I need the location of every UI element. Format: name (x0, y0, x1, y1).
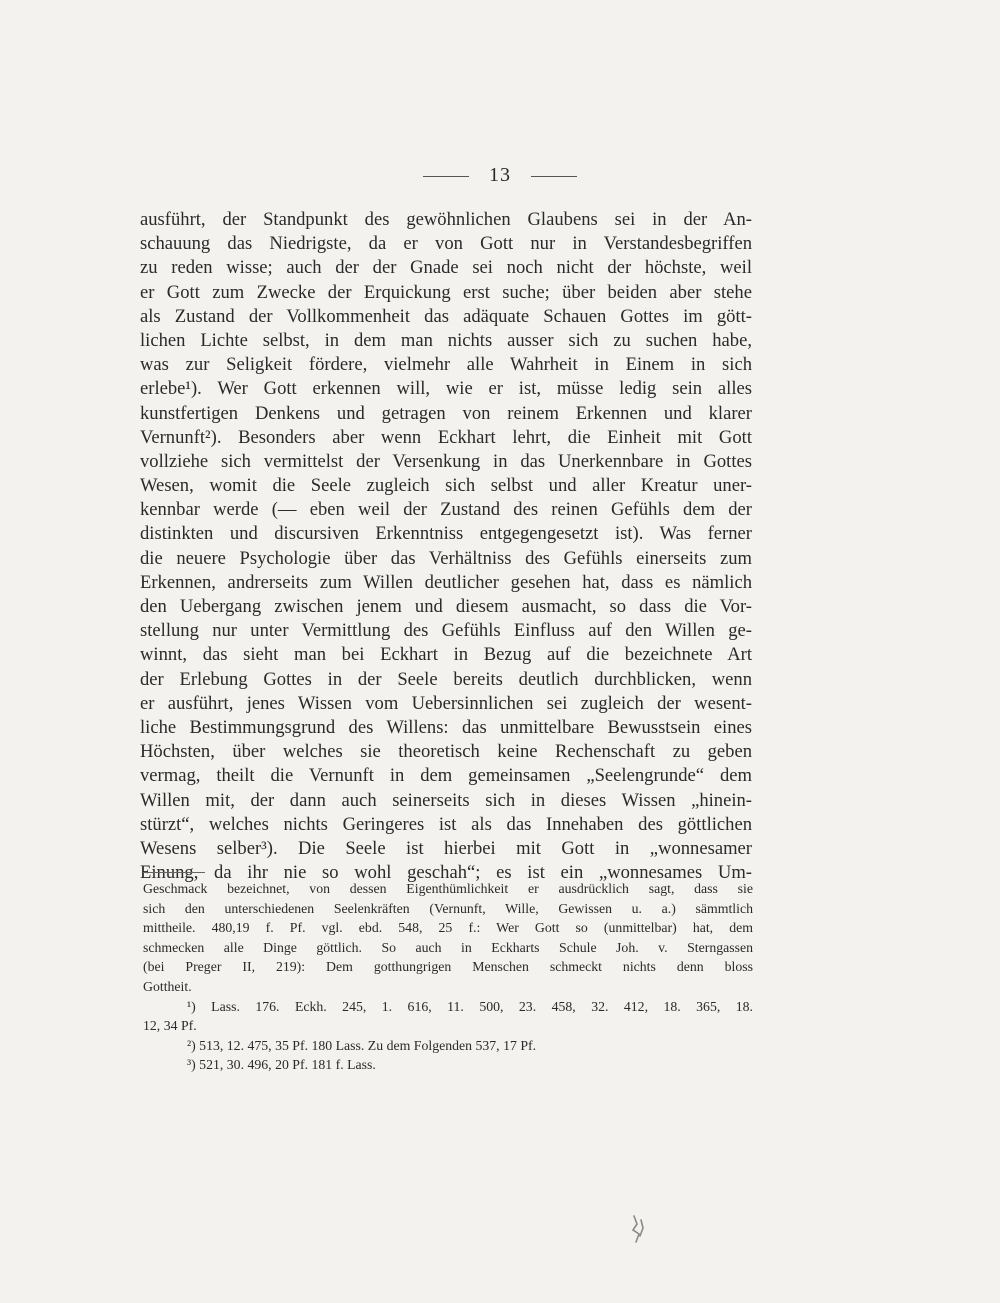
footnote-continuation-line: Geschmack bezeichnet, von dessen Eigenthümlichkeit er ausdrücklich sagt, dass sie (143, 881, 753, 896)
footnote-separator (143, 872, 205, 873)
page-header (0, 164, 1000, 187)
footnote-1-continued: 12, 34 Pf. (143, 1018, 197, 1034)
header-dash-left (423, 176, 469, 177)
page-number: 13 (489, 164, 511, 186)
body-line: kennbar werde (— eben weil der Zustand des reinen Gefühls dem der (140, 499, 752, 521)
footnote-2: ²) 513, 12. 475, 35 Pf. 180 Lass. Zu dem Folgenden 537, 17 Pf. (187, 1037, 537, 1053)
body-line: Erkennen, andrerseits zum Willen deutlicher gesehen hat, dass es nämlich (140, 571, 752, 593)
body-line: winnt, das sieht man bei Eckhart in Bezug auf die bezeichnete Art (140, 644, 752, 666)
body-line: Wesens selber³). Die Seele ist hierbei mit Gott in „wonnesamer (140, 837, 752, 859)
body-line: vermag, theilt die Vernunft in dem gemeinsamen „Seelengrunde“ dem (140, 765, 752, 787)
body-line: Einung, da ihr nie so wohl geschah“; es ist ein „wonnesames Um- (140, 862, 752, 884)
body-line: er ausführt, jenes Wissen vom Uebersinnlichen sei zugleich der wesent- (140, 692, 752, 714)
footnote-continuation-line: (bei Preger II, 219): Dem gotthungrigen Menschen schmeckt nichts denn bloss (143, 959, 753, 975)
body-line: ausführt, der Standpunkt des gewöhnlichen Glaubens sei in der An- (140, 209, 752, 230)
body-line: schauung das Niedrigste, da er von Gott nur in Verstandesbegriffen (140, 233, 752, 255)
body-line: stellung nur unter Vermittlung des Gefühls Einfluss auf den Willen ge- (140, 620, 752, 642)
footnote-continuation-line: mittheile. 480,19 f. Pf. vgl. ebd. 548, 25 f.: Wer Gott so (unmittelbar) hat, dem (143, 920, 753, 936)
main-text (140, 208, 752, 885)
ink-smudge-mark (628, 1214, 650, 1244)
body-line: lichen Lichte selbst, in dem man nichts ausser sich zu suchen habe, (140, 329, 752, 351)
body-line: kunstfertigen Denkens und getragen von reinem Erkennen und klarer (140, 402, 752, 424)
body-line: der Erlebung Gottes in der Seele bereits deutlich durchblicken, wenn (140, 668, 752, 690)
body-line: Höchsten, über welches sie theoretisch keine Rechenschaft zu geben (140, 741, 752, 763)
body-line: Vernunft²). Besonders aber wenn Eckhart lehrt, die Einheit mit Gott (140, 426, 752, 448)
body-line: distinkten und discursiven Erkenntniss entgegengesetzt ist). Was ferner (140, 523, 752, 545)
body-line: die neuere Psychologie über das Verhältniss des Gefühls einerseits zum (140, 547, 752, 569)
body-line: als Zustand der Vollkommenheit das adäquate Schauen Gottes im gött- (140, 305, 752, 327)
body-line: erlebe¹). Wer Gott erkennen will, wie er ist, müsse ledig sein alles (140, 378, 752, 400)
footnotes (143, 879, 753, 1075)
body-line: den Uebergang zwischen jenem und diesem ausmacht, so dass die Vor- (140, 596, 752, 617)
footnote-continuation-line: Gottheit. (143, 978, 192, 994)
body-line: er Gott zum Zwecke der Erquickung erst suche; über beiden aber stehe (140, 281, 752, 303)
body-line: Wesen, womit die Seele zugleich sich selbst und aller Kreatur uner- (140, 475, 752, 497)
footnote-continuation-line: sich den unterschiedenen Seelenkräften (Vernunft, Wille, Gewissen u. a.) sämmtlich (143, 900, 753, 916)
body-line: stürzt“, welches nichts Geringeres ist als das Innehaben des göttlichen (140, 813, 752, 835)
body-line: vollziehe sich vermittelst der Versenkung in das Unerkennbare in Gottes (140, 450, 752, 472)
body-line: Willen mit, der dann auch seinerseits sich in dieses Wissen „hinein- (140, 789, 752, 811)
footnote-continuation-line: schmecken alle Dinge göttlich. So auch in Eckharts Schule Joh. v. Sterngassen (143, 939, 753, 955)
body-line: was zur Seligkeit fördere, vielmehr alle Wahrheit in Einem in sich (140, 354, 752, 376)
body-line: liche Bestimmungsgrund des Willens: das unmittelbare Bewusstsein eines (140, 716, 752, 738)
header-dash-right (531, 176, 577, 177)
footnote-1: ¹) Lass. 176. Eckh. 245, 1. 616, 11. 500, 23. 458, 32. 412, 18. 365, 18. (187, 998, 753, 1014)
footnote-3: ³) 521, 30. 496, 20 Pf. 181 f. Lass. (187, 1057, 376, 1073)
body-line: zu reden wisse; auch der der Gnade sei noch nicht der höchste, weil (140, 257, 752, 279)
